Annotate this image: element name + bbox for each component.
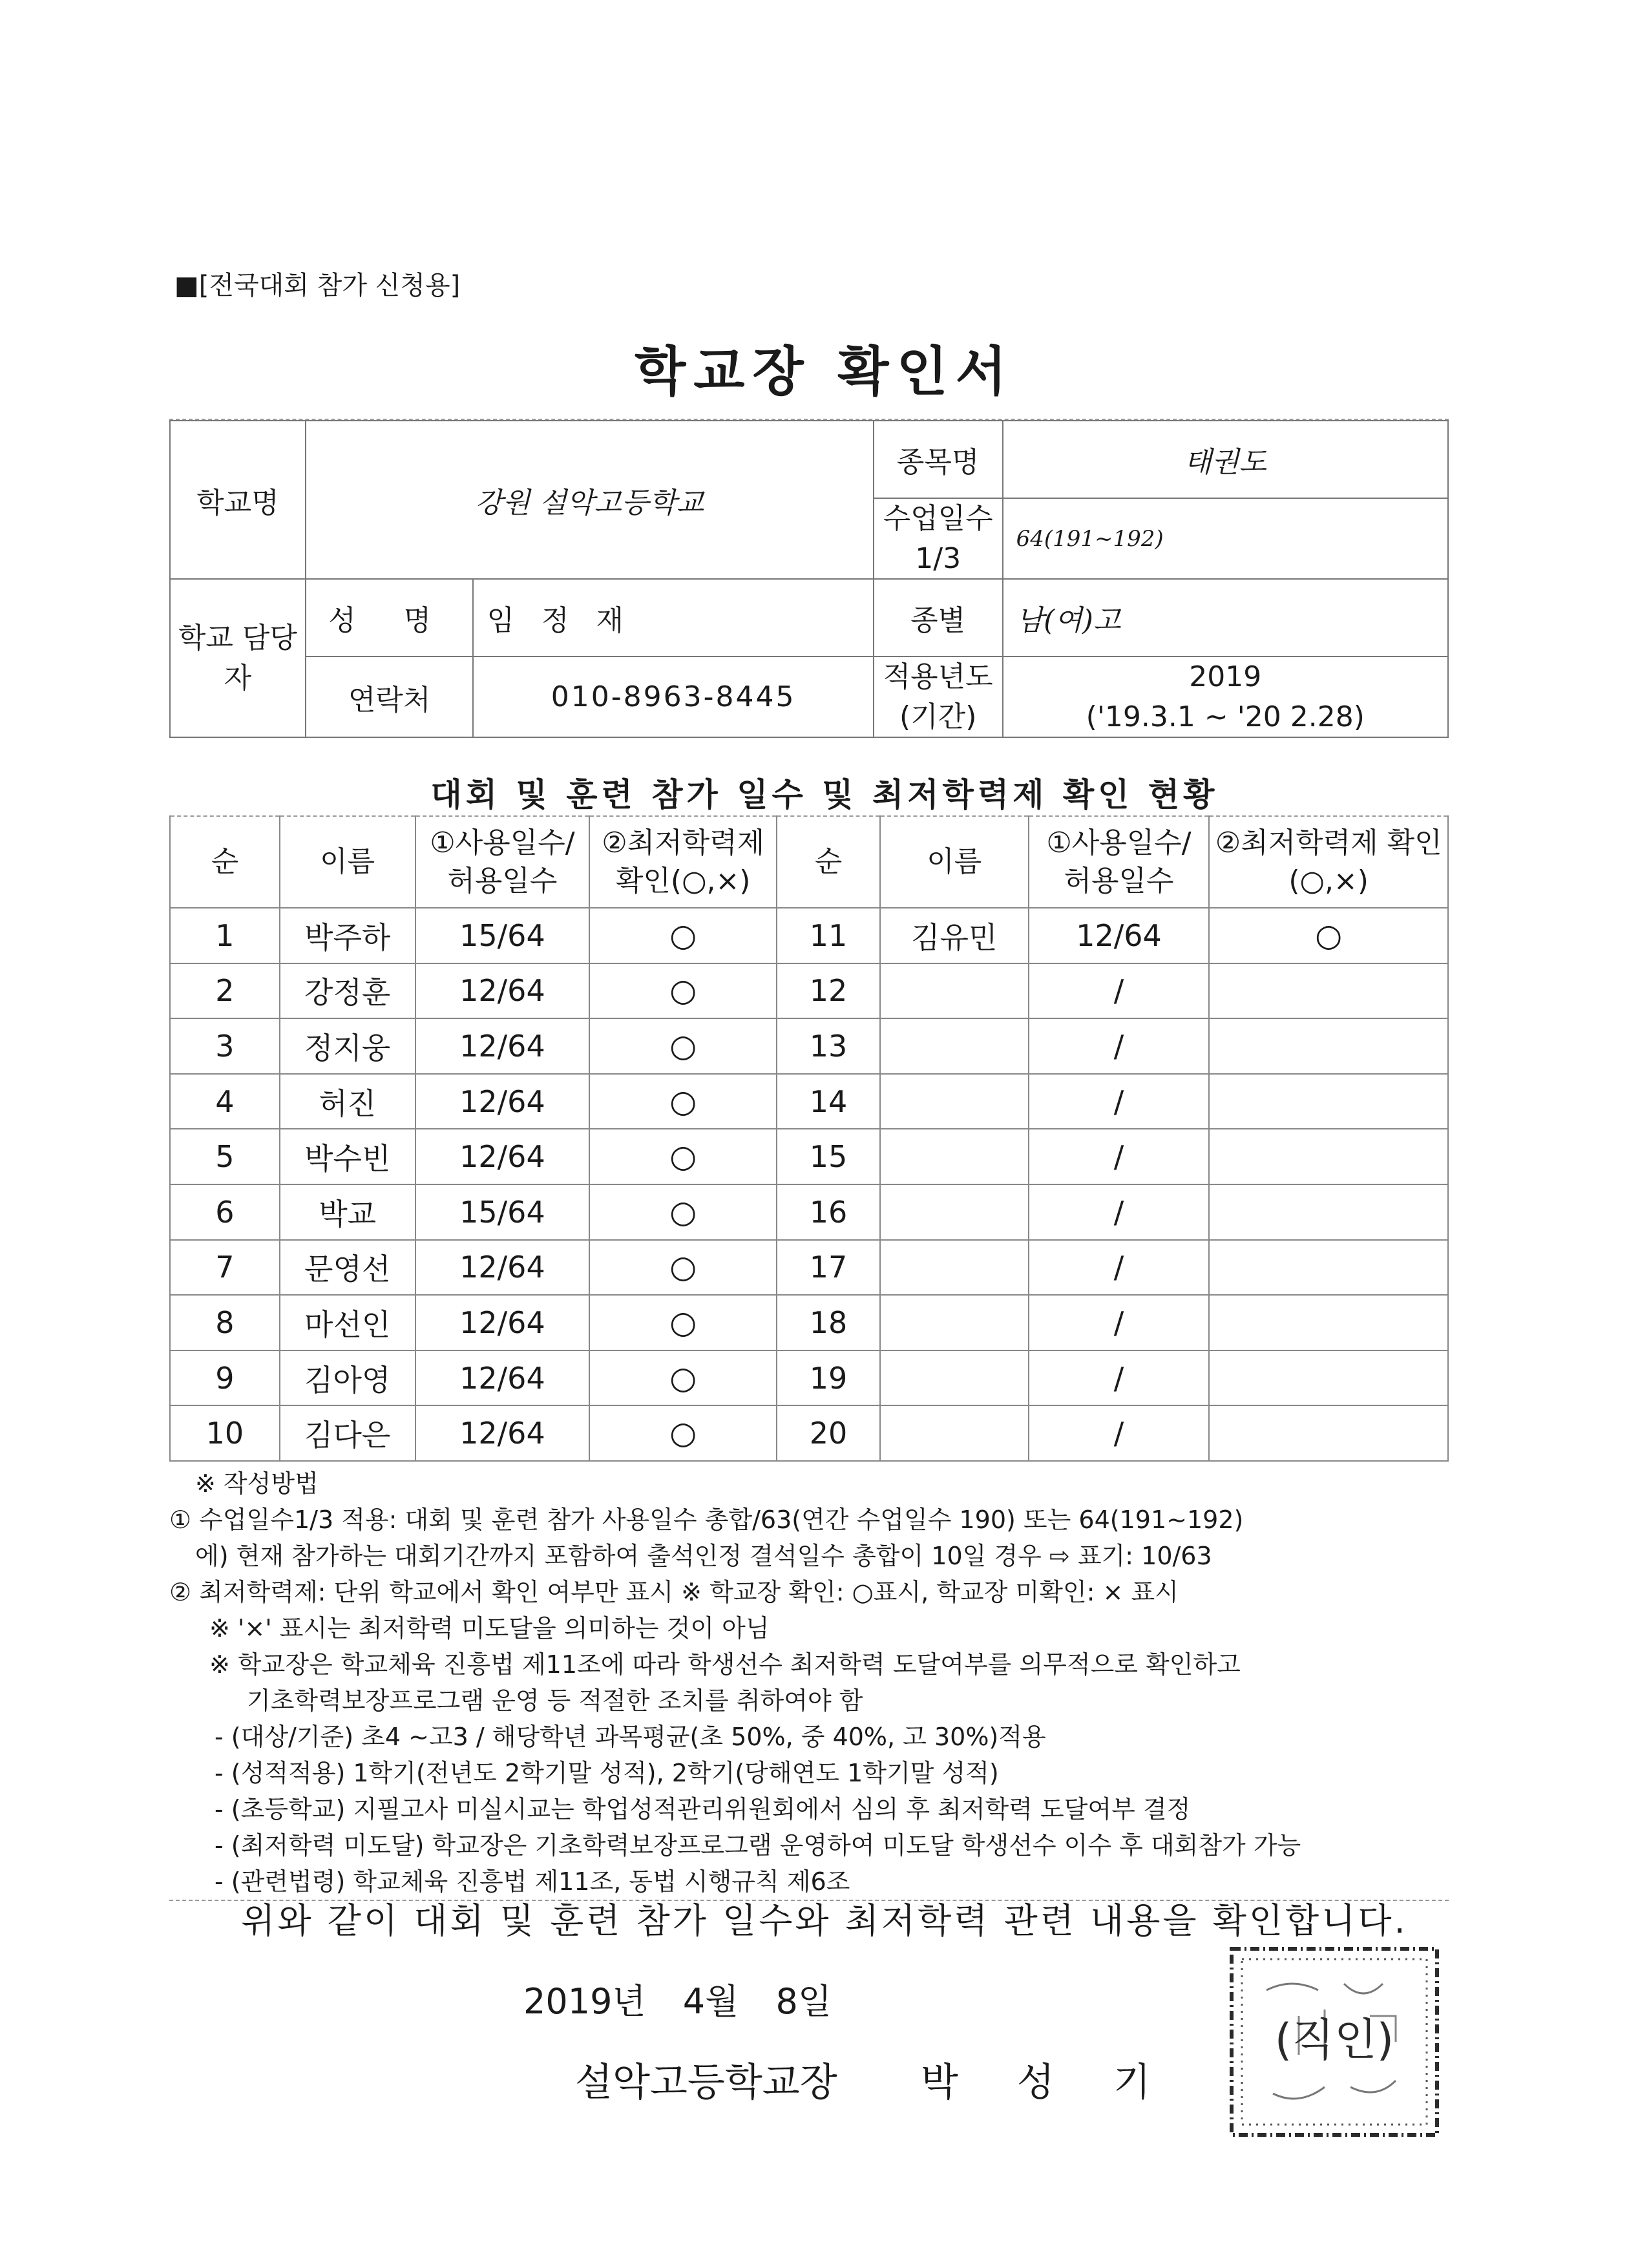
row-name: 김아영 — [280, 1350, 415, 1406]
note-line: ② 최저학력제: 단위 학교에서 확인 여부만 표시 ※ 학교장 확인: ○표시, 학교장 미확인: × 표시 — [169, 1578, 1179, 1606]
row-name — [880, 1129, 1029, 1184]
note-line: - (성적적용) 1학기(전년도 2학기말 성적), 2학기(당해연도 1학기말 성적) — [215, 1759, 999, 1787]
row-no: 2 — [170, 963, 280, 1019]
roster-header — [170, 816, 1448, 908]
row-no: 15 — [777, 1129, 880, 1184]
name-label: 성 명 — [306, 579, 474, 656]
row-check — [1209, 1018, 1448, 1074]
name-value: 임 정 재 — [473, 579, 873, 656]
row-no: 1 — [170, 908, 280, 963]
col-name-left: 이름 — [280, 816, 415, 908]
row-check: ○ — [589, 1295, 777, 1350]
row-check: ○ — [589, 1405, 777, 1461]
row-name: 문영선 — [280, 1240, 415, 1296]
date-year: 2019년 — [523, 1981, 646, 2022]
row-name: 허진 — [280, 1074, 415, 1129]
table-row — [170, 1184, 1448, 1240]
row-check — [1209, 1240, 1448, 1296]
sport-value: 태권도 — [1003, 421, 1448, 498]
row-name — [880, 1018, 1029, 1074]
row-days: 15/64 — [415, 1184, 590, 1240]
row-no: 11 — [777, 908, 880, 963]
row-name — [880, 1405, 1029, 1461]
row-days: 12/64 — [1029, 908, 1210, 963]
row-check: ○ — [589, 1129, 777, 1184]
row-name — [880, 1240, 1029, 1296]
table-row — [170, 1350, 1448, 1406]
row-no: 17 — [777, 1240, 880, 1296]
row-check: ○ — [589, 1240, 777, 1296]
row-name — [880, 1295, 1029, 1350]
row-name — [880, 1074, 1029, 1129]
table-row — [170, 1405, 1448, 1461]
row-days: 12/64 — [415, 963, 590, 1019]
notes-heading: ※ 작성방법 — [195, 1469, 319, 1498]
row-name: 정지웅 — [280, 1018, 415, 1074]
col-no-right: 순 — [777, 816, 880, 908]
gender-label: 종별 — [874, 579, 1003, 656]
row-days: / — [1029, 1350, 1210, 1406]
info-table — [169, 420, 1449, 738]
row-no: 8 — [170, 1295, 280, 1350]
row-days: 12/64 — [415, 1129, 590, 1184]
row-no: 4 — [170, 1074, 280, 1129]
col-days-left: ①사용일수/ 허용일수 — [415, 816, 590, 908]
row-days: / — [1029, 1184, 1210, 1240]
period-value — [1003, 656, 1448, 737]
col-days-right: ①사용일수/ 허용일수 — [1029, 816, 1210, 908]
row-name: 박교 — [280, 1184, 415, 1240]
confirmation-statement: 위와 같이 대회 및 훈련 참가 일수와 최저학력 관련 내용을 확인합니다. — [241, 1900, 1408, 1941]
note-line: 에) 현재 참가하는 대회기간까지 포함하여 출석인정 결석일수 총합이 10일 경우 ⇨ 표기: 10/63 — [195, 1542, 1212, 1570]
col-no-left: 순 — [170, 816, 280, 908]
row-check: ○ — [589, 1018, 777, 1074]
row-name: 마선인 — [280, 1295, 415, 1350]
note-line: ※ '×' 표시는 최저학력 미도달을 의미하는 것이 아님 — [209, 1614, 770, 1643]
row-no: 16 — [777, 1184, 880, 1240]
row-check — [1209, 1184, 1448, 1240]
row-days: / — [1029, 1018, 1210, 1074]
row-check — [1209, 1405, 1448, 1461]
note-line: ① 수업일수1/3 적용: 대회 및 훈련 참가 사용일수 총합/63(연간 수업일수 190) 또는 64(191~192) — [169, 1506, 1244, 1534]
signer-name: 박 성 기 — [920, 2060, 1174, 2105]
row-name: 김유민 — [880, 908, 1029, 963]
row-check: ○ — [1209, 908, 1448, 963]
row-check: ○ — [589, 1074, 777, 1129]
row-no: 3 — [170, 1018, 280, 1074]
table-row — [170, 908, 1448, 963]
school-name-label: 학교명 — [170, 421, 306, 579]
row-name: 박수빈 — [280, 1129, 415, 1184]
row-no: 18 — [777, 1295, 880, 1350]
row-check — [1209, 963, 1448, 1019]
row-days: 15/64 — [415, 908, 590, 963]
row-days: 12/64 — [415, 1295, 590, 1350]
seal-text: (직인) — [1274, 2015, 1394, 2066]
row-check — [1209, 1074, 1448, 1129]
row-check — [1209, 1295, 1448, 1350]
row-check: ○ — [589, 908, 777, 963]
instructions — [169, 1465, 1449, 1900]
signer-title: 설악고등학교장 — [575, 2060, 837, 2105]
row-days: 12/64 — [415, 1074, 590, 1129]
row-no: 19 — [777, 1350, 880, 1406]
note-line: ※ 학교장은 학교체육 진흥법 제11조에 따라 학생선수 최저학력 도달여부를 의무적으로 확인하고 — [209, 1650, 1241, 1679]
period-label: 적용년도 (기간) — [874, 656, 1003, 737]
row-days: / — [1029, 1074, 1210, 1129]
row-days: 12/64 — [415, 1350, 590, 1406]
row-no: 13 — [777, 1018, 880, 1074]
note-line: - (대상/기준) 초4 ~고3 / 해당학년 과목평균(초 50%, 중 40%, 고 30%)적용 — [215, 1723, 1046, 1751]
school-name-value: 강원 설악고등학교 — [306, 421, 874, 579]
row-days: / — [1029, 1240, 1210, 1296]
row-check: ○ — [589, 963, 777, 1019]
signer — [575, 2052, 1174, 2107]
document-title: 학교장 확인서 — [635, 341, 1014, 403]
table-row — [170, 1240, 1448, 1296]
note-line: - (관련법령) 학교체육 진흥법 제11조, 동법 시행규칙 제6조 — [215, 1867, 850, 1896]
school-days-label: 수업일수 1/3 — [874, 498, 1003, 579]
table-row — [170, 1074, 1448, 1129]
row-name: 김다은 — [280, 1405, 415, 1461]
school-days-value: 64(191~192) — [1003, 498, 1448, 579]
contact-value: 010-8963-8445 — [473, 656, 873, 737]
row-no: 9 — [170, 1350, 280, 1406]
period-range: ('19.3.1 ~ '20 2.28) — [1086, 700, 1365, 733]
col-check-left: ②최저학력제 확인(○,×) — [589, 816, 777, 908]
row-days: 12/64 — [415, 1018, 590, 1074]
roster-table — [169, 815, 1449, 1462]
period-year: 2019 — [1189, 660, 1262, 694]
row-check — [1209, 1350, 1448, 1406]
note-line: - (최저학력 미도달) 학교장은 기초학력보장프로그램 운영하여 미도달 학생선수 이수 후 대회참가 가능 — [215, 1831, 1301, 1860]
contact-label: 연락처 — [306, 656, 474, 737]
row-no: 6 — [170, 1184, 280, 1240]
row-name: 박주하 — [280, 908, 415, 963]
row-days: / — [1029, 963, 1210, 1019]
form-tag: ■[전국대회 참가 신청용] — [174, 271, 461, 300]
row-days: 12/64 — [415, 1405, 590, 1461]
note-line: 기초학력보장프로그램 운영 등 적절한 조치를 취하여야 함 — [247, 1686, 863, 1715]
issue-date — [523, 1974, 857, 2024]
row-days: / — [1029, 1295, 1210, 1350]
row-name — [880, 1184, 1029, 1240]
row-check: ○ — [589, 1350, 777, 1406]
row-name: 강정훈 — [280, 963, 415, 1019]
row-no: 10 — [170, 1405, 280, 1461]
note-line: - (초등학교) 지필고사 미실시교는 학업성적관리위원회에서 심의 후 최저학력 도달여부 결정 — [215, 1795, 1191, 1823]
row-days: / — [1029, 1405, 1210, 1461]
section-title: 대회 및 훈련 참가 일수 및 최저학력제 확인 현황 — [430, 776, 1219, 814]
row-days: 12/64 — [415, 1240, 590, 1296]
table-row — [170, 963, 1448, 1019]
date-month: 4월 — [682, 1981, 739, 2022]
table-row — [170, 1129, 1448, 1184]
row-days: / — [1029, 1129, 1210, 1184]
table-row — [170, 1018, 1448, 1074]
row-no: 14 — [777, 1074, 880, 1129]
row-no: 12 — [777, 963, 880, 1019]
date-day: 8일 — [775, 1981, 832, 2022]
col-check-right: ②최저학력제 확인(○,×) — [1209, 816, 1448, 908]
official-seal-stamp — [1228, 1945, 1441, 2139]
row-no: 20 — [777, 1405, 880, 1461]
gender-value: 남(여)고 — [1003, 579, 1448, 656]
row-check: ○ — [589, 1184, 777, 1240]
row-name — [880, 1350, 1029, 1406]
table-row — [170, 1295, 1448, 1350]
row-no: 7 — [170, 1240, 280, 1296]
col-name-right: 이름 — [880, 816, 1029, 908]
row-check — [1209, 1129, 1448, 1184]
manager-label: 학교 담당자 — [170, 579, 306, 737]
row-no: 5 — [170, 1129, 280, 1184]
sport-label: 종목명 — [874, 421, 1003, 498]
row-name — [880, 963, 1029, 1019]
